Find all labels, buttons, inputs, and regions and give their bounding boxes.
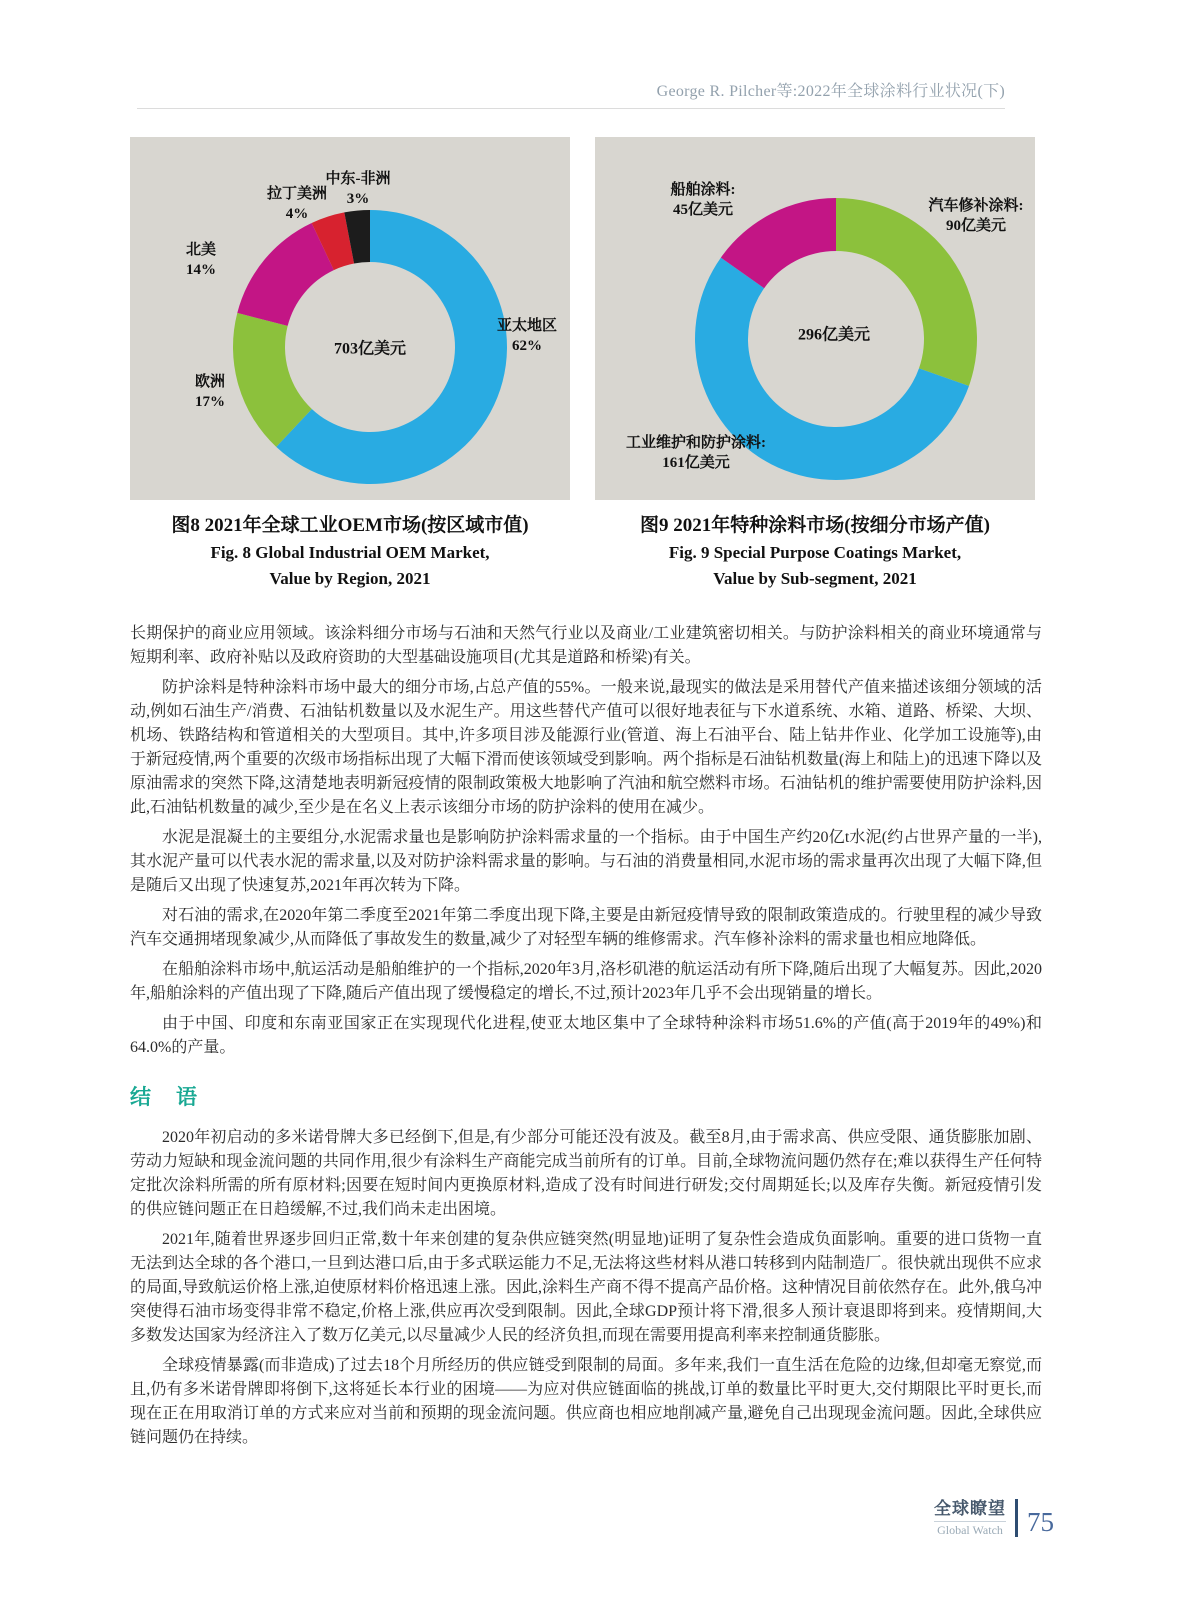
segment-label-line: 14% bbox=[185, 262, 216, 278]
footer-divider-bar bbox=[1015, 1499, 1018, 1537]
segment-label-line: 亚太地区 bbox=[496, 318, 558, 335]
segment-label-line: 4% bbox=[285, 206, 309, 222]
paragraph: 在船舶涂料市场中,航运活动是船舶维护的一个指标,2020年3月,洛杉矶港的航运活动有所下降,随后出现了大幅复苏。因此,2020年,船舶涂料的产值出现了下降,随后产值出现了缓慢稳定的增长,不过,预计2023年几乎不会出现销量的增长。 bbox=[130, 961, 1042, 1002]
section-heading-conclusion: 结 语 bbox=[130, 1086, 199, 1109]
segment-label-亚太地区 bbox=[497, 317, 557, 357]
segment-label-line: 北美 bbox=[185, 242, 217, 259]
segment-label-北美 bbox=[186, 241, 216, 281]
segment-label-欧洲 bbox=[195, 373, 225, 413]
paragraph: 对石油的需求,在2020年第二季度至2021年第二季度出现下降,主要是由新冠疫情导致的限制政策造成的。行驶里程的减少导致汽车交通拥堵现象减少,从而降低了事故发生的数量,减少了对轻型车辆的维修需求。汽车修补涂料的需求量也相应地降低。 bbox=[130, 907, 1042, 948]
paragraph: 2021年,随着世界逐步回归正常,数十年来创建的复杂供应链突然(明显地)证明了复杂性会造成负面影响。重要的进口货物一直无法到达全球的各个港口,一旦到达港口后,由于多式联运能力不足,无法将这些材料从港口转移到内陆制造厂。很快就出现供不应求的局面,导致航运价格上涨,迫使原材料价格迅速上涨。因此,涂料生产商不得不提高产品价格。这种情况目前依然存在。此外,俄乌冲突使得石油市场变得非常不稳定,价格上涨,供应再次受到限制。因此,全球GDP预计将下滑,很多人预计衰退即将到来。疫情期间,大多数发达国家为经济注入了数万亿美元,以尽量减少人民的经济负担,而现在需要用提高利率来控制通货膨胀。 bbox=[130, 1231, 1043, 1344]
segment-label-line: 3% bbox=[346, 191, 370, 207]
paragraph: 长期保护的商业应用领域。该涂料细分市场与石油和天然气行业以及商业/工业建筑密切相关。与防护涂料相关的商业环境通常与短期利率、政府补贴以及政府资助的大型基础设施项目(尤其是道路和桥梁)有关。 bbox=[130, 625, 1042, 666]
charts-row bbox=[130, 137, 1035, 500]
paragraph: 由于中国、印度和东南亚国家正在实现现代化进程,使亚太地区集中了全球特种涂料市场51.6%的产值(高于2019年的49%)和64.0%的产量。 bbox=[130, 1015, 1042, 1056]
segment-label-汽车修补涂料 bbox=[929, 197, 1024, 237]
paragraph: 水泥是混凝土的主要组分,水泥需求量也是影响防护涂料需求量的一个指标。由于中国生产约20亿t水泥(约占世界产量的一半),其水泥产量可以代表水泥的需求量,以及对防护涂料需求量的影响。与石油的消费量相同,水泥市场的需求量再次出现了大幅下降,但是随后又出现了快速复苏,2021年再次转为下降。 bbox=[130, 829, 1042, 894]
page-number: 75 bbox=[1027, 1507, 1054, 1537]
segment-label-船舶涂料 bbox=[671, 181, 736, 221]
page-footer bbox=[934, 1497, 1054, 1538]
segment-label-line: 90亿美元 bbox=[945, 218, 1006, 234]
figure8-caption-en-line1: Fig. 8 Global Industrial OEM Market, bbox=[210, 543, 490, 562]
segment-label-line: 欧洲 bbox=[194, 374, 226, 391]
segment-label-line: 17% bbox=[194, 394, 225, 410]
segment-label-line: 工业维护和防护涂料: bbox=[626, 435, 766, 452]
figure8-caption-en-line2: Value by Region, 2021 bbox=[269, 569, 431, 588]
segment-label-line: 62% bbox=[511, 338, 542, 354]
figure9-caption-en-line1: Fig. 9 Special Purpose Coatings Market, bbox=[668, 543, 962, 562]
segment-label-line: 船舶涂料: bbox=[670, 182, 736, 199]
figure9-donut-chart bbox=[595, 137, 1035, 500]
footer-brand bbox=[934, 1499, 1006, 1537]
paragraph: 防护涂料是特种涂料市场中最大的细分市场,占总产值的55%。一般来说,最现实的做法是采用替代产值来描述该细分领域的活动,例如石油生产/消费、石油钻机数量以及水泥生产。用这些替代产值可以很好地表征与下水道系统、水箱、道路、桥梁、大坝、机场、铁路结构和管道相关的大型项目。其中,许多项目涉及能源行业(管道、海上石油平台、陆上钻井作业、化学加工设施等),由于新冠疫情,两个重要的次级市场指标出现了大幅下滑而使该领域受到影响。两个指标是石油钻机数量(海上和陆上)的迅速下降以及原油需求的突然下降,这清楚地表明新冠疫情的限制政策极大地影响了汽油和航空燃料市场。石油钻机的维护需要使用防护涂料,因此,石油钻机数量的减少,至少是在名义上表示该细分市场的防护涂料的使用在减少。 bbox=[130, 679, 1042, 816]
segment-label-line: 161亿美元 bbox=[662, 455, 730, 471]
segment-label-中东-非洲 bbox=[326, 170, 391, 210]
figure9-caption-cn: 图9 2021年特种涂料市场(按细分市场产值) bbox=[640, 515, 990, 536]
footer-brand-rule bbox=[934, 1521, 1006, 1522]
running-header-text: George R. Pilcher等:2022年全球涂料行业状况(下) bbox=[656, 83, 1005, 100]
figure8-caption-cn: 图8 2021年全球工业OEM市场(按区域市值) bbox=[171, 515, 529, 536]
footer-brand-cn: 全球瞭望 bbox=[934, 1498, 1006, 1518]
figure8-donut-chart bbox=[130, 137, 570, 500]
segment-label-工业维护和防护涂料 bbox=[626, 434, 766, 474]
captions-row bbox=[130, 512, 1035, 592]
article-body bbox=[130, 622, 1042, 1450]
segment-label-line: 45亿美元 bbox=[672, 202, 733, 218]
running-header bbox=[137, 78, 1005, 109]
paragraph: 全球疫情暴露(而非造成)了过去18个月所经历的供应链受到限制的局面。多年来,我们一直生活在危险的边缘,但却毫无察觉,而且,仍有多米诺骨牌即将倒下,这将延长本行业的困境——为应对供应链面临的挑战,订单的数量比平时更大,交付期限比平时更长,而现在正在用取消订单的方式来应对当前和预期的现金流问题。供应商也相应地削减产量,避免自己出现现金流问题。因此,全球供应链问题仍在持续。 bbox=[130, 1357, 1042, 1446]
donut-center-label: 703亿美元 bbox=[333, 340, 407, 358]
segment-label-line: 拉丁美洲 bbox=[266, 186, 328, 203]
segment-label-line: 中东-非洲 bbox=[325, 171, 391, 188]
donut-center-label: 296亿美元 bbox=[797, 326, 871, 344]
paragraph: 2020年初启动的多米诺骨牌大多已经倒下,但是,有少部分可能还没有波及。截至8月,由于需求高、供应受限、通货膨胀加剧、劳动力短缺和现金流问题的共同作用,很少有涂料生产商能完成当前所有的订单。目前,全球物流问题仍然存在;难以获得生产任何特定批次涂料所需的所有原材料;因要在短时间内更换原材料,造成了没有时间进行研发;交付周期延长;以及库存失衡。新冠疫情引发的供应链问题正在日趋缓解,不过,我们尚未走出困境。 bbox=[130, 1129, 1042, 1218]
figure9-caption-en-line2: Value by Sub-segment, 2021 bbox=[713, 569, 917, 588]
figure9-caption bbox=[595, 512, 1035, 592]
footer-brand-en: Global Watch bbox=[937, 1522, 1003, 1537]
figure8-caption bbox=[130, 512, 570, 592]
segment-label-拉丁美洲 bbox=[267, 185, 327, 225]
segment-label-line: 汽车修补涂料: bbox=[928, 198, 1024, 215]
